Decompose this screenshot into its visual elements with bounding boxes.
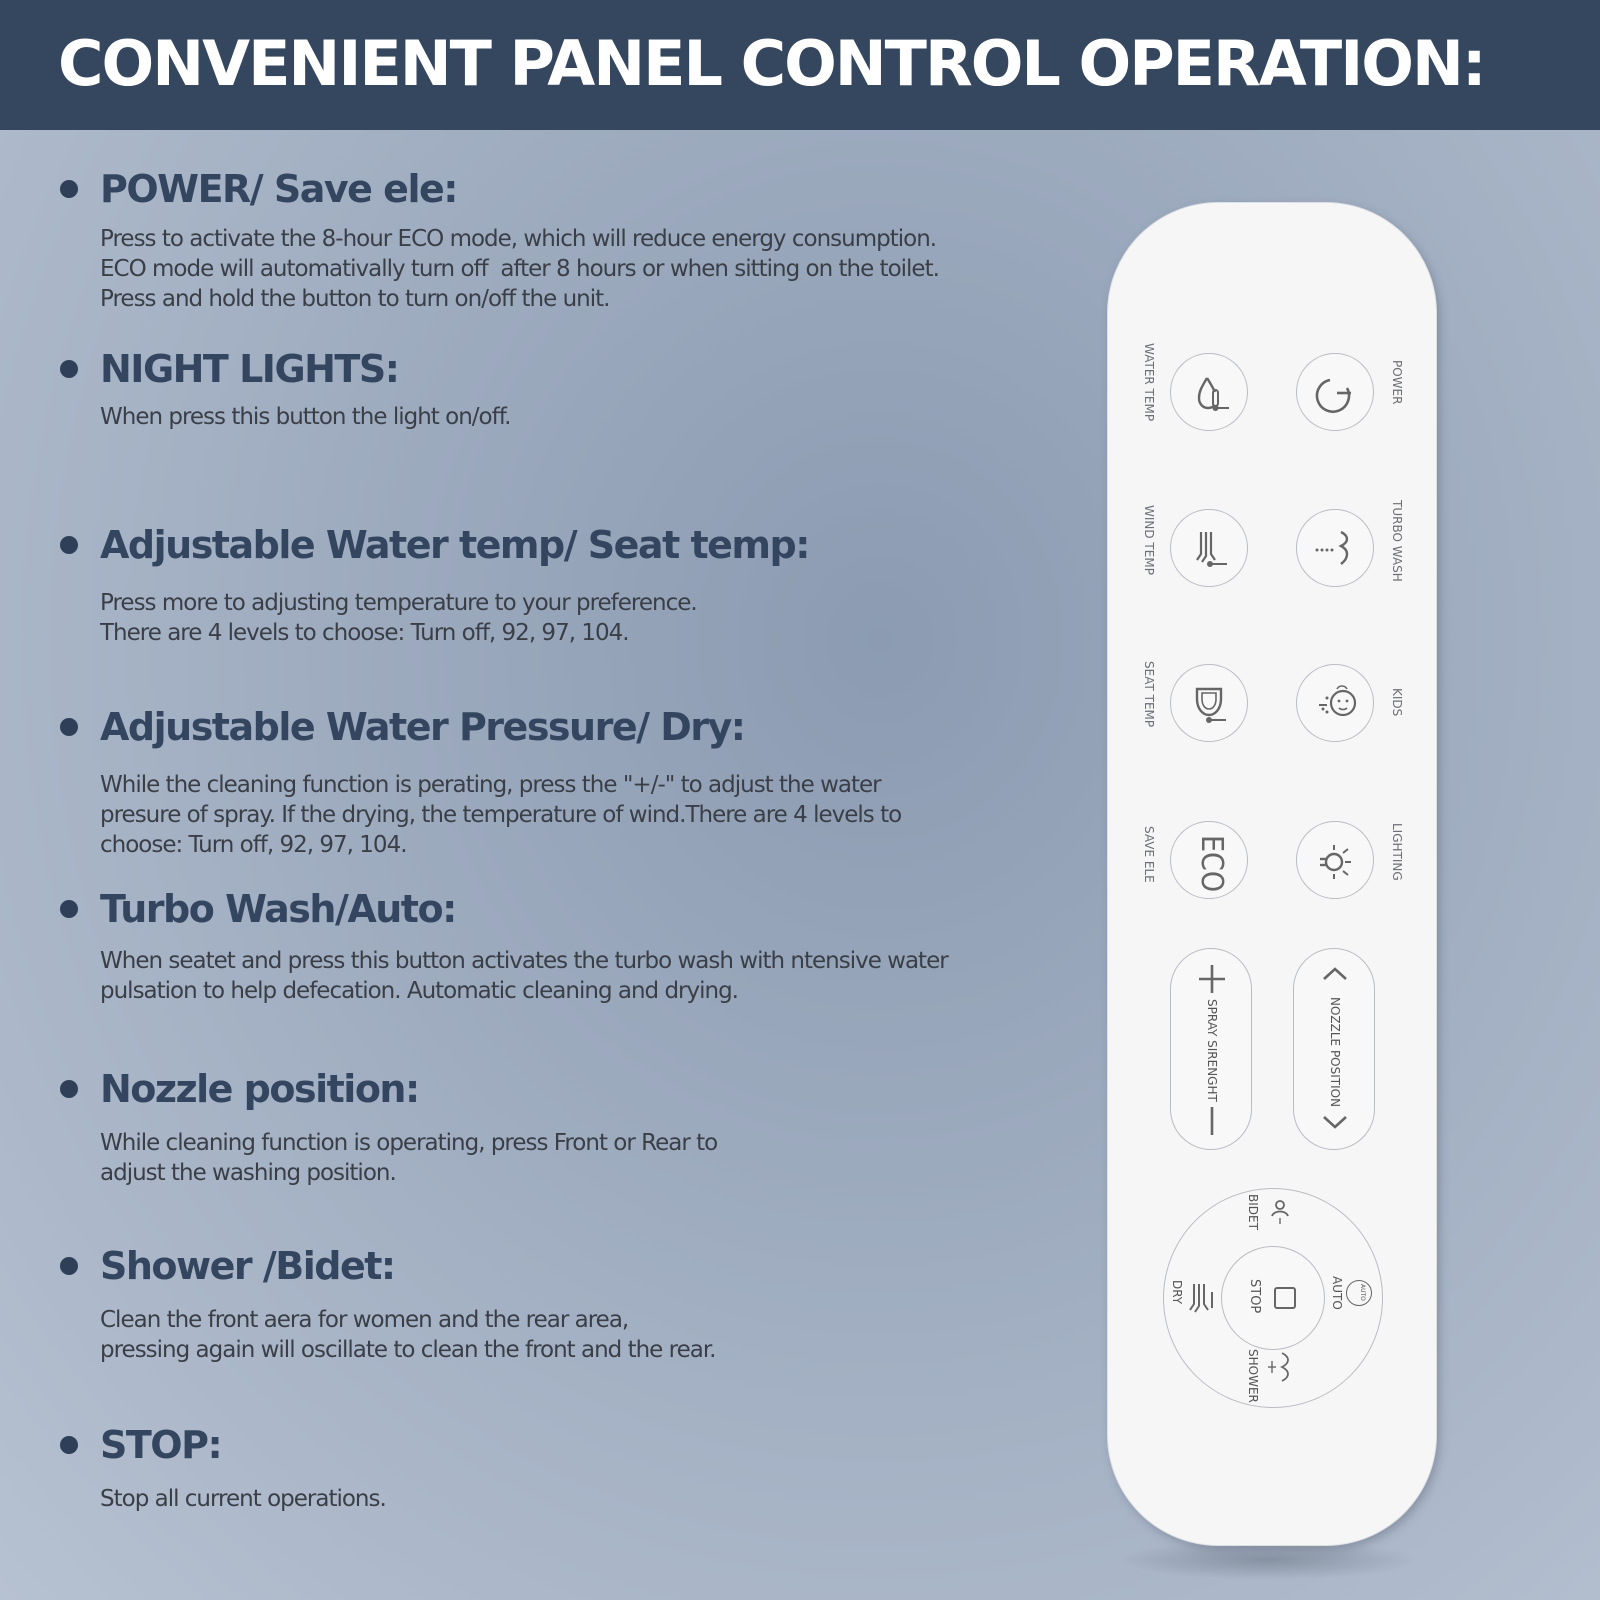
- seat-temp-label: SEAT TEMP: [1142, 661, 1156, 728]
- water-temp-button[interactable]: [1170, 353, 1248, 431]
- light-bulb-icon: [1297, 822, 1375, 900]
- spray-strength-label: SPRAY SIRENGHT: [1205, 999, 1219, 1102]
- bidet-button[interactable]: [1240, 1192, 1310, 1242]
- bullet-icon: [60, 536, 78, 554]
- kids-label: KIDS: [1390, 688, 1404, 717]
- turbo-wash-icon: [1297, 510, 1375, 588]
- nozzle-position-label: NOZZLE POSITION: [1328, 997, 1342, 1108]
- eco-icon: ECO: [1194, 835, 1229, 893]
- dry-icon: [1184, 1278, 1224, 1318]
- bullet-icon: [60, 718, 78, 736]
- stop-button[interactable]: [1221, 1246, 1325, 1350]
- section-title: Nozzle position:: [100, 1067, 419, 1111]
- bullet-icon: [60, 1257, 78, 1275]
- power-label: POWER: [1390, 360, 1404, 405]
- bidet-icon: [1260, 1194, 1300, 1234]
- section-body: When seatet and press this button activates the turbo wash with ntensive water pulsation to help defecation. Automatic cleaning and drying.: [100, 948, 948, 1004]
- section-body: Clean the front aera for women and the rear area, pressing again will oscillate to clean the front and the rear.: [100, 1307, 716, 1363]
- power-icon: [1297, 354, 1375, 432]
- header-banner: [0, 0, 1600, 130]
- wind-thermometer-icon: [1171, 510, 1249, 588]
- section-title: Adjustable Water temp/ Seat temp:: [100, 523, 809, 567]
- bullet-icon: [60, 360, 78, 378]
- lighting-button[interactable]: [1296, 821, 1374, 899]
- section-title: NIGHT LIGHTS:: [100, 347, 399, 391]
- auto-badge-text: AUTO: [1359, 1284, 1366, 1301]
- remote-shadow: [1118, 1540, 1418, 1580]
- wind-temp-button[interactable]: [1170, 509, 1248, 587]
- stop-label: STOP: [1247, 1279, 1262, 1314]
- section-title: POWER/ Save ele:: [100, 167, 457, 211]
- water-temp-label: WATER TEMP: [1142, 343, 1156, 422]
- bullet-icon: [60, 900, 78, 918]
- eco-button[interactable]: [1170, 821, 1248, 899]
- save-ele-label: SAVE ELE: [1142, 826, 1156, 883]
- wind-temp-label: WIND TEMP: [1142, 505, 1156, 575]
- section-body: Press more to adjusting temperature to your preference. There are 4 levels to choose: Turn off, 92, 97, 104.: [100, 590, 697, 646]
- bullet-icon: [60, 180, 78, 198]
- auto-label: AUTO: [1330, 1276, 1344, 1310]
- kids-icon: [1297, 665, 1375, 743]
- section-body: While cleaning function is operating, press Front or Rear to adjust the washing position.: [100, 1130, 718, 1186]
- nozzle-position-rocker[interactable]: [1293, 948, 1375, 1150]
- stop-icon: [1274, 1287, 1296, 1309]
- turbo-wash-label: TURBO WASH: [1390, 500, 1404, 582]
- shower-button[interactable]: [1240, 1345, 1310, 1405]
- dry-button[interactable]: [1166, 1276, 1226, 1326]
- bullet-icon: [60, 1436, 78, 1454]
- section-title: Adjustable Water Pressure/ Dry:: [100, 705, 745, 749]
- power-button[interactable]: [1296, 353, 1374, 431]
- auto-button[interactable]: [1326, 1270, 1378, 1330]
- dry-label: DRY: [1170, 1280, 1184, 1305]
- spray-strength-rocker[interactable]: [1170, 948, 1252, 1150]
- bidet-label: BIDET: [1246, 1194, 1260, 1230]
- section-title: Shower /Bidet:: [100, 1244, 395, 1288]
- kids-button[interactable]: [1296, 664, 1374, 742]
- section-body: While the cleaning function is perating, press the "+/-" to adjust the water presure of spray. If the drying, the temperature of wind.There are 4 levels to choose: Turn off, 92, 97, 104.: [100, 772, 902, 858]
- section-body: Press to activate the 8-hour ECO mode, which will reduce energy consumption. ECO mode will automativally turn off after 8 hours or when sitting on the toilet. Press and hold the button to turn on/off the unit.: [100, 226, 939, 312]
- auto-icon: [1346, 1280, 1372, 1306]
- section-title: STOP:: [100, 1423, 222, 1467]
- water-drop-thermometer-icon: [1171, 354, 1249, 432]
- turbo-wash-button[interactable]: [1296, 509, 1374, 587]
- section-body: When press this button the light on/off.: [100, 404, 511, 430]
- shower-icon: [1258, 1347, 1298, 1387]
- seat-temp-button[interactable]: [1170, 664, 1248, 742]
- bullet-icon: [60, 1080, 78, 1098]
- shower-label: SHOWER: [1246, 1349, 1260, 1403]
- section-title: Turbo Wash/Auto:: [100, 887, 456, 931]
- seat-thermometer-icon: [1171, 665, 1249, 743]
- section-body: Stop all current operations.: [100, 1486, 386, 1512]
- lighting-label: LIGHTING: [1390, 823, 1404, 881]
- page-title: CONVENIENT PANEL CONTROL OPERATION:: [58, 27, 1485, 100]
